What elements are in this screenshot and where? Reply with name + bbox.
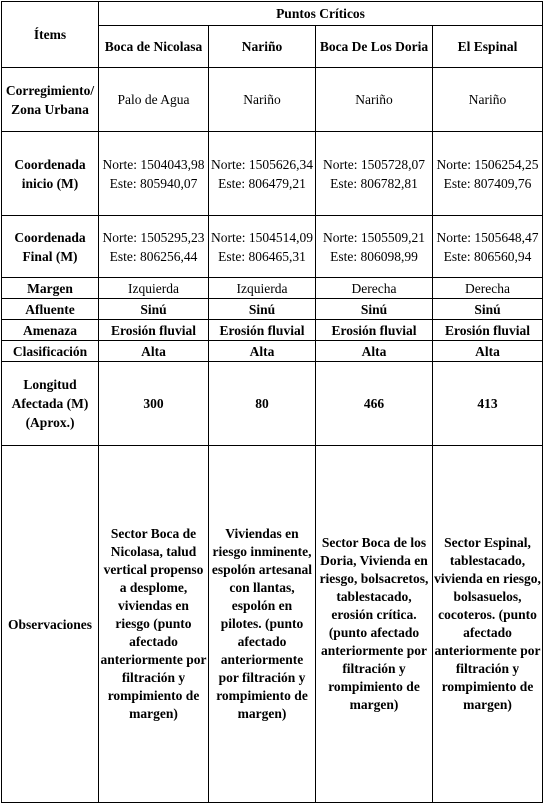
table-row — [2, 68, 543, 132]
table-cell: Derecha — [433, 278, 543, 299]
table-cell: Sinú — [209, 299, 316, 320]
row-label: Observaciones — [2, 446, 99, 803]
table-row — [2, 216, 543, 278]
row-label: Afluente — [2, 299, 99, 320]
table-row — [2, 278, 543, 299]
point-header: Nariño — [209, 26, 316, 68]
table-row — [2, 320, 543, 341]
table-cell: Alta — [209, 341, 316, 362]
table-cell: Norte: 1505509,21 Este: 806098,99 — [316, 216, 433, 278]
table-cell: Norte: 1505648,47 Este: 806560,94 — [433, 216, 543, 278]
critical-points-table — [1, 1, 543, 803]
table-cell: 80 — [209, 362, 316, 446]
table-cell: 300 — [99, 362, 209, 446]
table-cell: Norte: 1505295,23 Este: 806256,44 — [99, 216, 209, 278]
table-cell: Sinú — [316, 299, 433, 320]
row-label: Coordenada inicio (M) — [2, 132, 99, 216]
table-cell: Erosión fluvial — [433, 320, 543, 341]
table-cell: Norte: 1504514,09 Este: 806465,31 — [209, 216, 316, 278]
point-header: El Espinal — [433, 26, 543, 68]
row-label: Corregimiento/ Zona Urbana — [2, 68, 99, 132]
row-label: Coordenada Final (M) — [2, 216, 99, 278]
table-cell: Alta — [99, 341, 209, 362]
row-label: Margen — [2, 278, 99, 299]
observation-cell: Viviendas en riesgo inminente, espolón artesanal con llantas, espolón en pilotes. (punto afectado anteriormente por filtración y rompimiento de margen) — [209, 446, 316, 803]
table-cell: Alta — [433, 341, 543, 362]
table-cell: Nariño — [433, 68, 543, 132]
table-row — [2, 299, 543, 320]
items-header: Ítems — [2, 2, 99, 68]
table-row — [2, 132, 543, 216]
point-header: Boca de Nicolasa — [99, 26, 209, 68]
table-cell: Izquierda — [209, 278, 316, 299]
table-cell: Derecha — [316, 278, 433, 299]
row-label: Longitud Afectada (M) (Aprox.) — [2, 362, 99, 446]
table-cell: Izquierda — [99, 278, 209, 299]
row-label: Clasificación — [2, 341, 99, 362]
point-header: Boca De Los Doria — [316, 26, 433, 68]
table-row — [2, 446, 543, 803]
table-cell: Alta — [316, 341, 433, 362]
table-cell: Nariño — [209, 68, 316, 132]
table-cell: Sinú — [433, 299, 543, 320]
observation-cell: Sector Boca de los Doria, Vivienda en riesgo, bolsacretos, tablestacado, erosión crítica. (punto afectado anteriormente por filtración y rompimiento de margen) — [316, 446, 433, 803]
table-cell: Nariño — [316, 68, 433, 132]
table-cell: Erosión fluvial — [99, 320, 209, 341]
observation-cell: Sector Boca de Nicolasa, talud vertical propenso a desplome, viviendas en riesgo (punto afectado anteriormente por filtración y rompimiento de margen) — [99, 446, 209, 803]
table-cell: Palo de Agua — [99, 68, 209, 132]
table-cell: Norte: 1505626,34 Este: 806479,21 — [209, 132, 316, 216]
table-cell: Norte: 1506254,25 Este: 807409,76 — [433, 132, 543, 216]
observation-cell: Sector Espinal, tablestacado, vivienda en riesgo, bolsasuelos, cocoteros. (punto afectado anteriormente por filtración y rompimiento de margen) — [433, 446, 543, 803]
table-cell: Norte: 1504043,98 Este: 805940,07 — [99, 132, 209, 216]
table-cell: Erosión fluvial — [209, 320, 316, 341]
table-cell: Norte: 1505728,07 Este: 806782,81 — [316, 132, 433, 216]
table-cell: 413 — [433, 362, 543, 446]
table-cell: Sinú — [99, 299, 209, 320]
table-cell: 466 — [316, 362, 433, 446]
table-cell: Erosión fluvial — [316, 320, 433, 341]
table-row — [2, 362, 543, 446]
critical-points-header: Puntos Críticos — [99, 2, 543, 26]
row-label: Amenaza — [2, 320, 99, 341]
table-row — [2, 341, 543, 362]
